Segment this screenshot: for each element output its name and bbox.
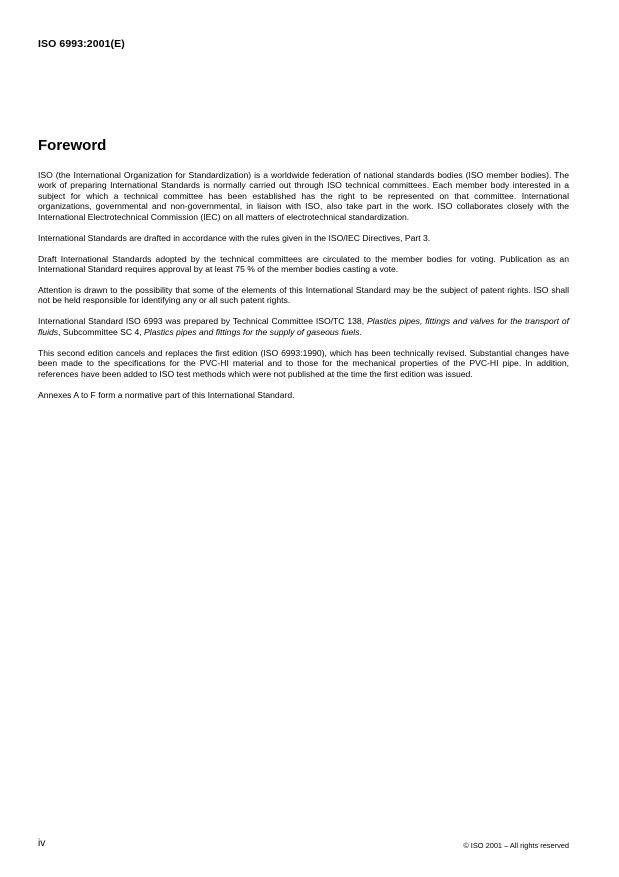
preparation-text-3: . (359, 326, 362, 337)
paragraph-edition-revision: This second edition cancels and replaces the first edition (ISO 6993:1990), which has been technically revised. Substantial changes have been made to the specifications for the PVC-HI material and to those for the mechanical properties of the PVC-HI pipe. In addition, references have been added to ISO test methods which were not published at the time the first edition was issued. (38, 347, 569, 379)
paragraph-annexes: Annexes A to F form a normative part of this International Standard. (38, 389, 295, 400)
subcommittee-title: Plastics pipes and fittings for the supply of gaseous fuels (144, 326, 360, 337)
paragraph-voting: Draft International Standards adopted by the technical committees are circulated to the member bodies for voting. Publication as an International Standard requires approval by at least 75 % of the member bodies casting a vote. (38, 253, 569, 275)
document-identifier: ISO 6993:2001(E) (38, 38, 125, 50)
copyright-notice: © ISO 2001 – All rights reserved (463, 841, 569, 850)
paragraph-iso-overview: ISO (the International Organization for Standardization) is a worldwide federation of national standards bodies (ISO member bodies). The work of preparing International Standards is normally carried out through ISO technical committees. Each member body interested in a subject for which a technical committee has been established has the right to be represented on that committee. International organizations, governmental and non-governmental, in liaison with ISO, also take part in the work. ISO collaborates closely with the International Electrotechnical Commission (IEC) on all matters of electrotechnical standardization. (38, 170, 569, 222)
preparation-text-2: , Subcommittee SC 4, (58, 326, 145, 337)
page-number: iv (38, 838, 46, 849)
paragraph-patent-rights: Attention is drawn to the possibility that some of the elements of this International Standard may be the subject of patent rights. ISO shall not be held responsible for identifying any or all such patent rights. (38, 285, 569, 306)
committee-title: Plastics pipes, fittings and valves for the transport of fluids (38, 316, 569, 337)
section-title: Foreword (38, 137, 107, 154)
paragraph-preparation (38, 316, 569, 337)
preparation-text-1: International Standard ISO 6993 was prepared by Technical Committee ISO/TC 138, (38, 316, 367, 327)
paragraph-drafting-rules: International Standards are drafted in accordance with the rules given in the ISO/IEC Directives, Part 3. (38, 232, 431, 243)
foreword-body (38, 170, 569, 411)
